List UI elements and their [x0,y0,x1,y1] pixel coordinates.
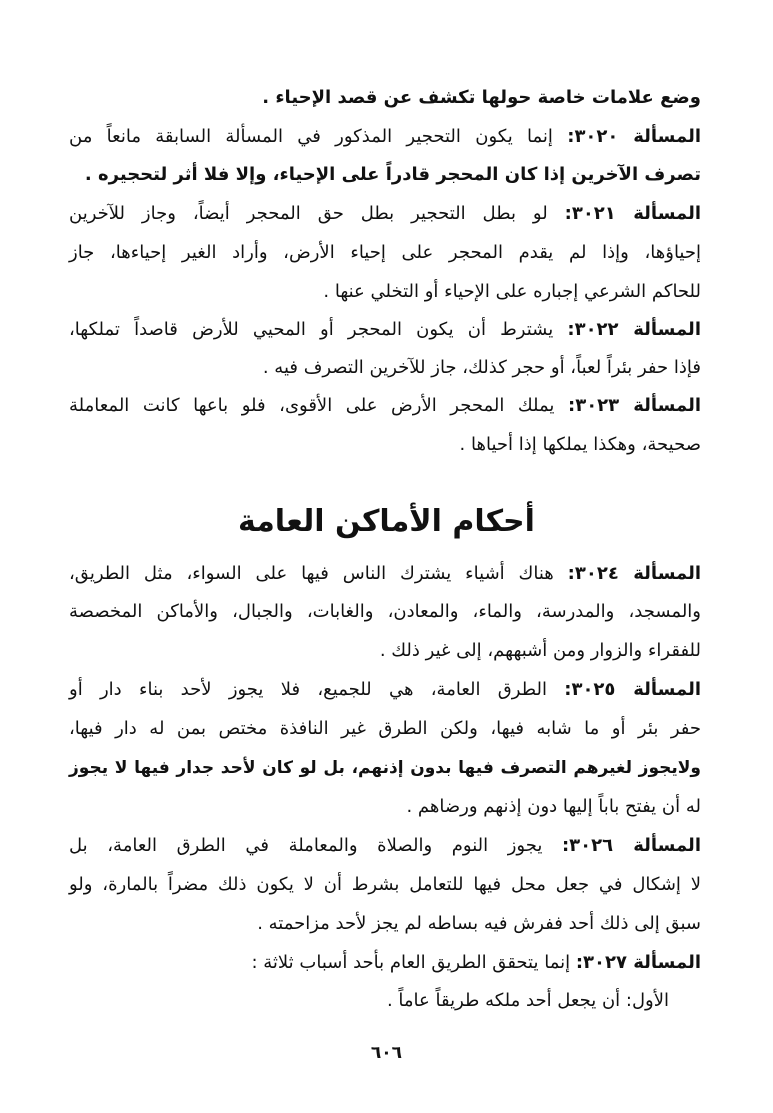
line-text: إنما يكون التحجير المذكور في المسألة السابقة مانعاً من [69,126,568,147]
issue-label: المسألة ٣٠٢٣: [568,395,701,416]
line-text: للحاكم الشرعي إجباره على الإحياء أو التخلي عنها . [323,281,701,302]
text-line-4 [69,202,701,226]
issue-label: المسألة ٣٠٢٧: [575,952,701,973]
issue-label: المسألة ٣٠٢٠: [567,126,701,147]
text-line-11 [69,562,701,586]
text-line-14 [69,678,701,702]
line-text: فإذا حفر بئراً لعباً، أو حجر كذلك، جاز للآخرين التصرف فيه . [262,357,701,378]
text-line-13 [69,639,701,663]
text-line-7 [69,318,701,342]
line-text: صحيحة، وهكذا يملكها إذا أحياها . [459,434,701,455]
line-text: تصرف الآخرين إذا كان المحجر قادراً على الإحياء، وإلا فلا أثر لتحجيره . [84,164,701,185]
line-text: لا إشكال في جعل محل فيها للتعامل بشرط أن لا يكون ذلك مضراً بالمارة، ولو [69,874,701,895]
issue-label: المسألة ٣٠٢٥: [564,679,701,700]
line-text: يشترط أن يكون المحجر أو المحيي للأرض قاصداً تملكها، [69,319,568,340]
text-line-22 [69,989,669,1013]
text-line-2 [69,125,701,149]
text-line-15 [69,717,701,741]
issue-label: المسألة ٣٠٢١: [564,203,702,224]
line-text: والمسجد، والمدرسة، والماء، والمعادن، والغابات، والجبال، والأماكن المخصصة [69,601,701,622]
line-text: الطرق العامة، هي للجميع، فلا يجوز لأحد بناء دار أو [69,679,565,700]
line-text: حفر بئر أو ما شابه فيها، ولكن الطرق غير النافذة مختص بمن له دار فيها، [69,718,701,739]
text-line-16 [69,756,701,780]
line-text: إنما يتحقق الطريق العام بأحد أسباب ثلاثة : [251,952,576,973]
text-line-20 [69,912,701,936]
line-text: الأول: أن يجعل أحد ملكه طريقاً عاماً . [386,990,669,1011]
text-line-19 [69,873,701,897]
line-text: لو بطل التحجير بطل حق المحجر أيضاً، وجاز للآخرين [69,203,565,224]
text-line-21 [69,951,701,975]
line-text: له أن يفتح باباً إليها دون إذنهم ورضاهم . [406,796,701,817]
text-line-3 [69,163,701,187]
line-text: إحياؤها، وإذا لم يقدم المحجر على إحياء الأرض، وأراد الغير إحياءها، جاز [69,242,701,263]
line-text: يجوز النوم والصلاة والمعاملة في الطرق العامة، بل [69,835,562,856]
text-line-17 [69,795,701,819]
issue-label: المسألة ٣٠٢٦: [561,835,701,856]
line-text: وضع علامات خاصة حولها تكشف عن قصد الإحياء . [262,87,701,108]
line-text: يملك المحجر الأرض على الأقوى، فلو باعها كانت المعاملة [69,395,568,416]
text-line-8 [69,356,701,380]
text-line-10 [69,433,701,457]
line-text: ولايجوز لغيرهم التصرف فيها بدون إذنهم، بل لو كان لأحد جدار فيها لا يجوز [69,758,701,778]
issue-label: المسألة ٣٠٢٤: [567,563,702,584]
text-line-12 [69,600,701,624]
line-text: هناك أشياء يشترك الناس فيها على السواء، مثل الطريق، [69,563,568,584]
line-text: للفقراء والزوار ومن أشبههم، إلى غير ذلك . [379,640,701,661]
issue-label: المسألة ٣٠٢٢: [567,319,701,340]
text-line-9 [69,394,701,418]
text-line-6 [69,280,701,304]
page-number: ٦٠٦ [370,1043,403,1063]
section-heading: أحكام الأماكن العامة [238,504,535,539]
text-line-1 [69,86,701,110]
text-line-5 [69,241,701,265]
line-text: سبق إلى ذلك أحد ففرش فيه بساطه لم يجز لأحد مزاحمته . [257,913,701,934]
text-line-18 [69,834,701,858]
